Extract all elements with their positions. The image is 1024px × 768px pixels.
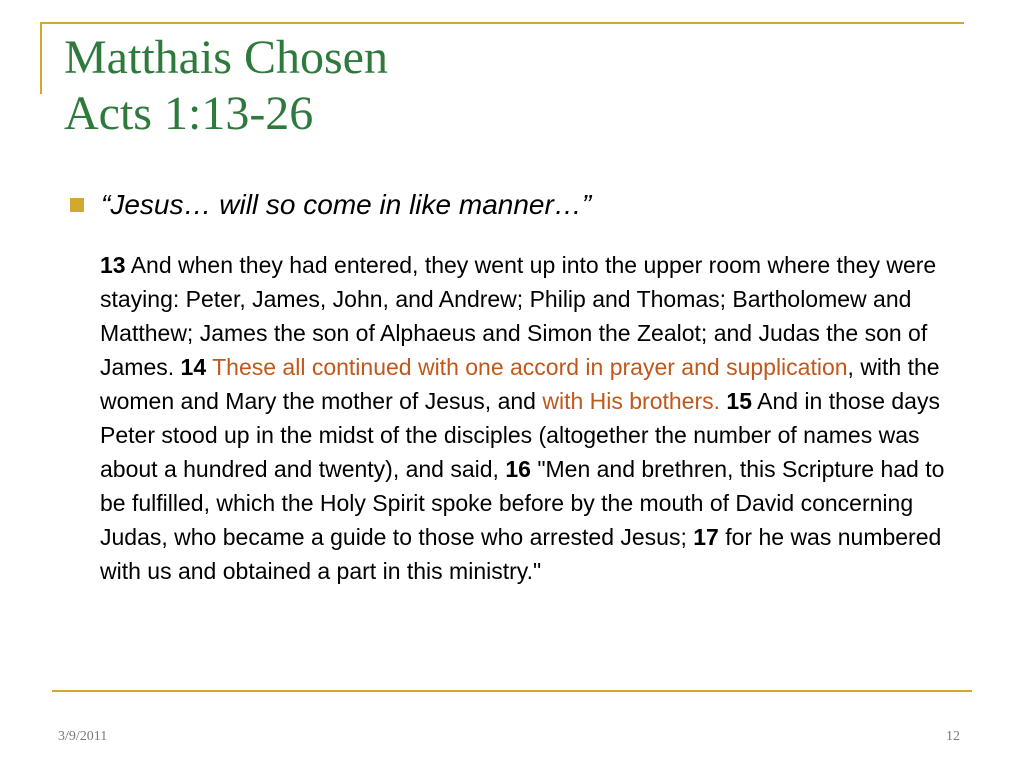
verse-number: 17 <box>693 524 719 550</box>
passage-text: And when they had entered, they went up into the upper room where they were staying: Peter, James, John, and Andrew; Philip and Thomas; Bartholomew and Matthew; James the son of Alphaeus and Simon the Zealot; and Judas the son of James. <box>100 252 937 380</box>
verse-number: 13 <box>100 252 126 278</box>
square-bullet-icon <box>70 198 84 212</box>
footer-page-number: 12 <box>946 729 960 744</box>
passage-text: And in those days Peter stood up in the midst of the disciples (altogether the number of names was about a hundred and twenty), and said, <box>100 388 940 482</box>
slide-title <box>64 30 944 142</box>
top-rule <box>40 22 964 24</box>
title-line-1: Matthais Chosen <box>64 31 388 84</box>
title-line-2: Acts 1:13-26 <box>64 87 314 140</box>
passage-text: for he was numbered with us and obtained a part in this ministry." <box>100 524 942 584</box>
verse-number: 14 <box>180 354 207 380</box>
highlighted-text: with His brothers. <box>542 388 727 414</box>
highlighted-text: These all continued with one accord in prayer and supplication <box>206 354 848 380</box>
bullet-row <box>70 188 950 224</box>
verse-number: 16 <box>505 456 531 482</box>
footer-date: 3/9/2011 <box>58 729 108 744</box>
bullet-text: “Jesus… will so come in like manner…” <box>101 189 592 220</box>
scripture-passage <box>100 248 965 588</box>
passage-text: "Men and brethren, this Scripture had to be fulfilled, which the Holy Spirit spoke before by the mouth of David concerning Judas, who became a guide to those who arrested Jesus; <box>100 456 945 550</box>
left-rule <box>40 22 42 94</box>
passage-text: , with the women and Mary the mother of Jesus, and <box>100 354 940 414</box>
verse-number: 15 <box>726 388 752 414</box>
bottom-rule <box>52 690 972 692</box>
